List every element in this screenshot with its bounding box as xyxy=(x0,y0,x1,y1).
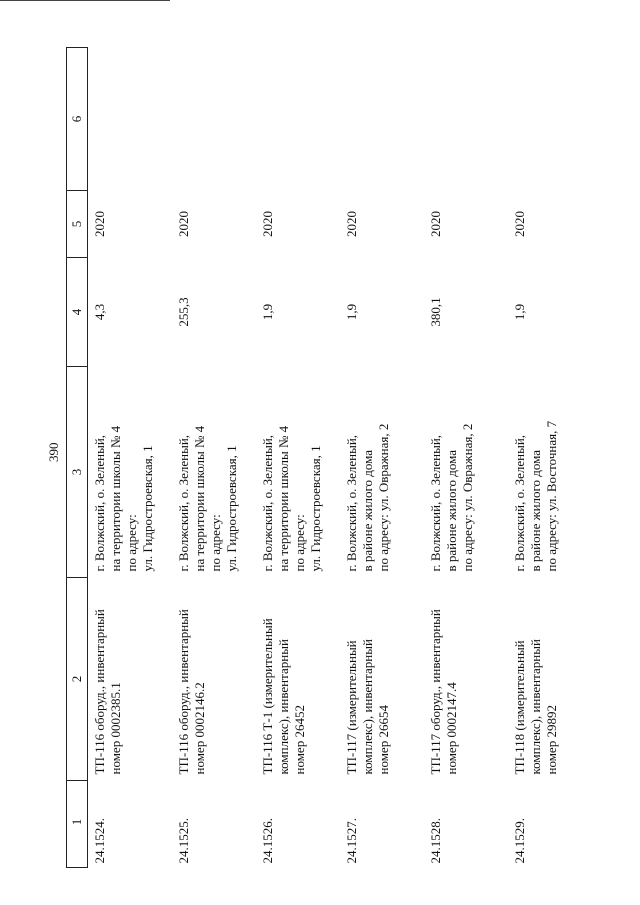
item-address xyxy=(508,367,592,578)
page-number: 390 xyxy=(46,442,61,462)
row-number: 24.1528. xyxy=(427,818,443,864)
address-line: в районе жилого дома xyxy=(527,449,543,572)
column-header-4: 4 xyxy=(67,258,88,367)
row-number: 24.1524. xyxy=(92,818,107,864)
item-address xyxy=(340,367,424,578)
item-address xyxy=(88,367,172,578)
address-line: г. Волжский, о. Зеленый, xyxy=(427,434,443,572)
item-name xyxy=(256,578,340,781)
item-extra xyxy=(424,48,508,191)
name-line: ТП-116 оборуд., инвентарный xyxy=(92,609,107,775)
item-year: 2020 xyxy=(343,211,359,237)
header-row xyxy=(67,48,88,868)
column-header-2: 2 xyxy=(67,578,88,781)
address-line: ул. Гидростроевская, 1 xyxy=(140,445,155,572)
item-name xyxy=(172,578,256,781)
table-row xyxy=(88,48,172,868)
address-line: по адресу: xyxy=(124,514,139,572)
address-line: по адресу: ул. Овражная, 2 xyxy=(459,423,475,572)
item-value: 255,3 xyxy=(175,297,191,327)
row-number: 24.1525. xyxy=(175,818,191,864)
name-line: ТП-118 (измерительный xyxy=(511,640,527,775)
address-line: ул. Гидростроевская, 1 xyxy=(223,445,239,572)
row-number: 24.1529. xyxy=(511,818,527,864)
item-extra xyxy=(256,48,340,191)
column-header-5: 5 xyxy=(67,191,88,258)
rotated-table-container xyxy=(66,58,593,868)
item-address xyxy=(424,367,508,578)
item-extra xyxy=(340,48,424,191)
table-row xyxy=(172,48,256,868)
row-number: 24.1526. xyxy=(259,818,275,864)
item-year: 2020 xyxy=(427,211,443,237)
column-header-6: 6 xyxy=(67,48,88,191)
address-line: на территории школы № 4 xyxy=(275,425,291,572)
name-line: ТП-116 Т-1 (измерительный xyxy=(259,618,275,775)
property-table xyxy=(66,47,592,868)
address-line: г. Волжский, о. Зеленый, xyxy=(511,434,527,572)
column-header-3: 3 xyxy=(67,367,88,578)
name-line: ТП-117 (измерительный xyxy=(343,640,359,775)
item-value: 1,9 xyxy=(511,303,527,321)
top-rule xyxy=(0,0,170,1)
column-header-1: 1 xyxy=(67,781,88,868)
item-extra xyxy=(88,48,172,191)
address-line: в районе жилого дома xyxy=(359,449,375,572)
address-line: по адресу: xyxy=(207,514,223,572)
row-number: 24.1527. xyxy=(343,818,359,864)
address-line: по адресу: ул. Овражная, 2 xyxy=(375,423,391,572)
name-line: ТП-117 оборуд., инвентарный xyxy=(427,609,443,775)
name-line: ТП-116 оборуд., инвентарный xyxy=(175,609,191,775)
table-row xyxy=(424,48,508,868)
name-line: номер 26452 xyxy=(291,705,307,775)
name-line: комплекс), инвентарный xyxy=(359,639,375,775)
name-line: комплекс), инвентарный xyxy=(275,639,291,775)
address-line: г. Волжский, о. Зеленый, xyxy=(343,434,359,572)
item-year: 2020 xyxy=(511,211,527,237)
item-address xyxy=(172,367,256,578)
address-line: ул. Гидростроевская, 1 xyxy=(307,445,323,572)
name-line: комплекс), инвентарный xyxy=(527,639,543,775)
address-line: по адресу: xyxy=(291,514,307,572)
table-row xyxy=(340,48,424,868)
table-row xyxy=(508,48,592,868)
address-line: г. Волжский, о. Зеленый, xyxy=(175,434,191,572)
name-line: номер 26654 xyxy=(375,705,391,775)
item-value: 1,9 xyxy=(259,303,275,321)
item-name xyxy=(508,578,592,781)
name-line: номер 0002385.1 xyxy=(108,682,123,775)
item-year: 2020 xyxy=(175,211,191,237)
item-name xyxy=(88,578,172,781)
item-name xyxy=(424,578,508,781)
item-year: 2020 xyxy=(92,211,107,237)
item-value: 4,3 xyxy=(92,303,107,321)
table-row xyxy=(256,48,340,868)
address-line: на территории школы № 4 xyxy=(108,425,123,572)
address-line: на территории школы № 4 xyxy=(191,425,207,572)
item-address xyxy=(256,367,340,578)
address-line: по адресу: ул. Восточная, 7 xyxy=(543,420,559,572)
item-value: 1,9 xyxy=(343,303,359,321)
name-line: номер 29892 xyxy=(543,705,559,775)
address-line: в районе жилого дома xyxy=(443,449,459,572)
name-line: номер 0002146.2 xyxy=(191,682,207,775)
item-value: 380,1 xyxy=(427,297,443,327)
address-line: г. Волжский, о. Зеленый, xyxy=(259,434,275,572)
item-extra xyxy=(508,48,592,191)
item-extra xyxy=(172,48,256,191)
item-year: 2020 xyxy=(259,211,275,237)
address-line: г. Волжский, о. Зеленый, xyxy=(92,434,107,572)
item-name xyxy=(340,578,424,781)
name-line: номер 0002147.4 xyxy=(443,682,459,775)
